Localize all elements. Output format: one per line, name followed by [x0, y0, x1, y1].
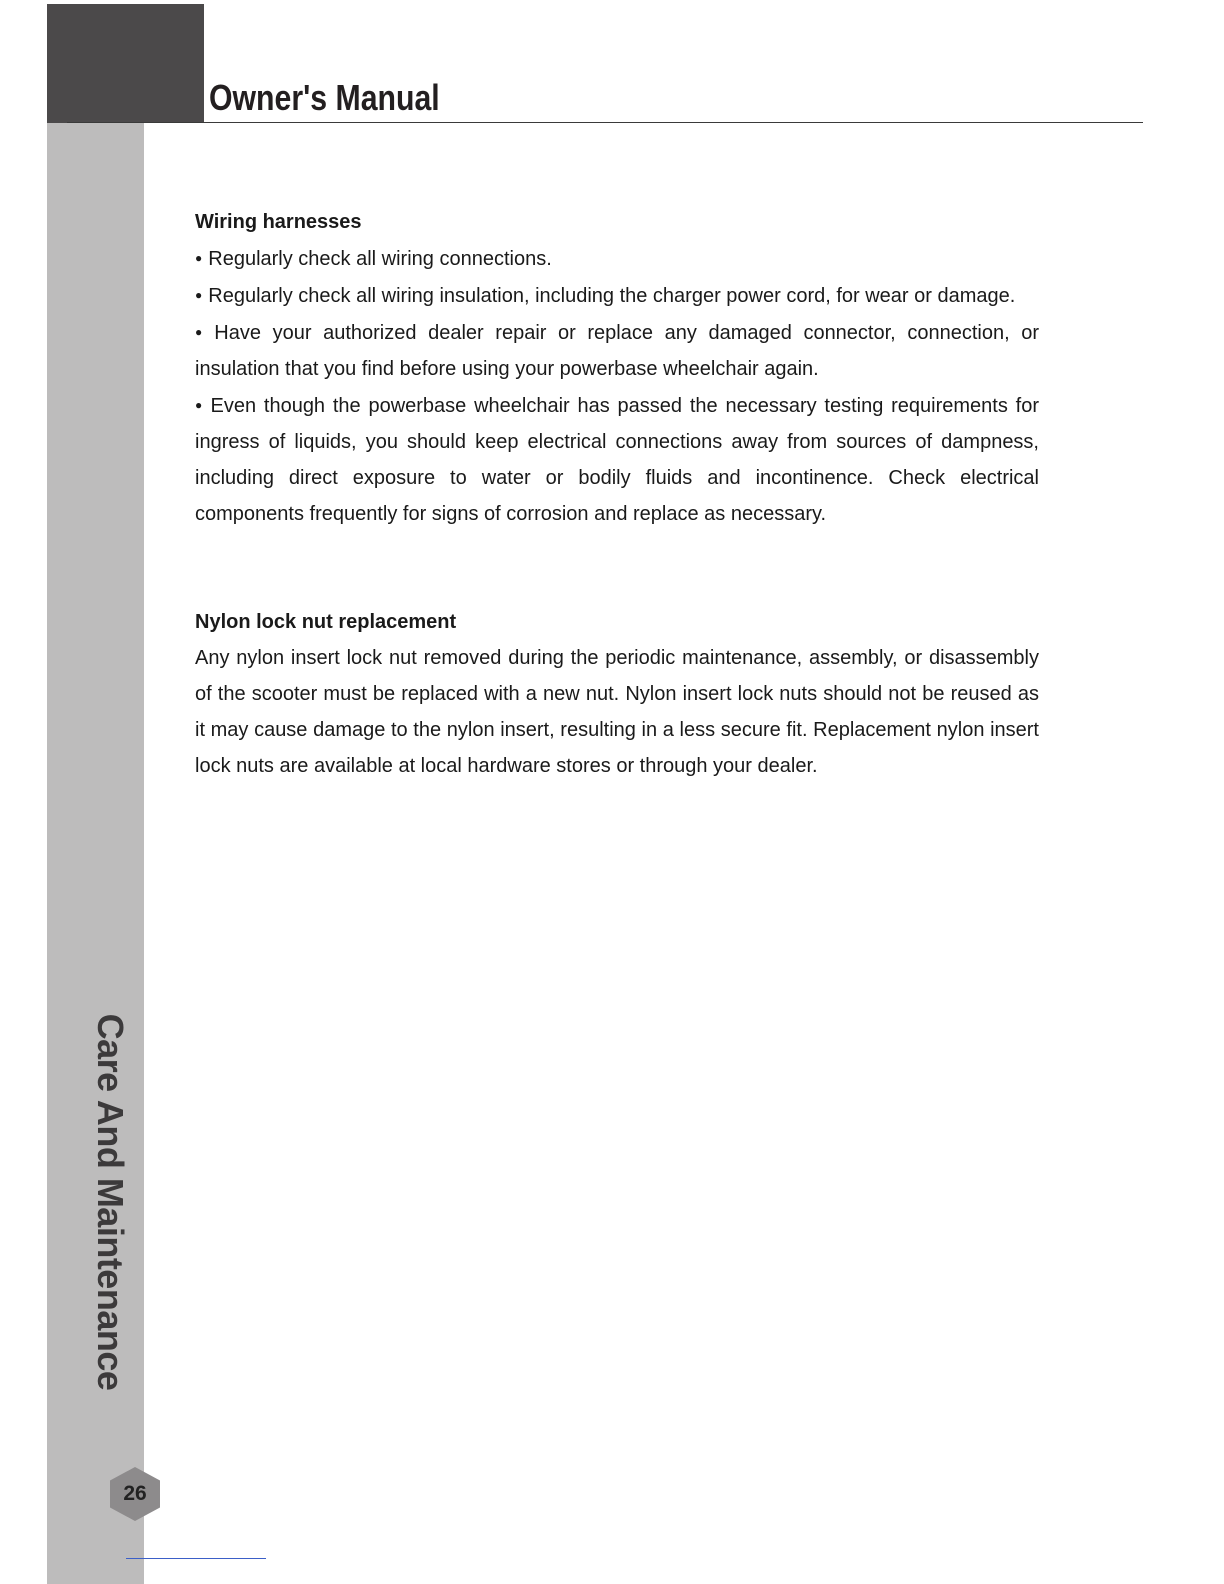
page-number: 26 [123, 1482, 147, 1505]
nylon-lock-nut-section [195, 604, 1039, 784]
manual-title: Owner's Manual [209, 77, 440, 118]
header-divider [67, 122, 1143, 123]
bullet-item: ● Even though the powerbase wheelchair has passed the necessary testing requirements for ingress of liquids, you should keep electrical connections away from sources of dampness, including direct exposure to water or bodily fluids and incontinence. Check electrical components frequently for signs of corrosion and replace as necessary. [195, 387, 1039, 532]
section-heading: Wiring harnesses [195, 211, 362, 233]
page-badge [110, 1467, 160, 1521]
section-heading: Nylon lock nut replacement [195, 611, 457, 633]
footer-link-underline [126, 1558, 266, 1559]
section-label: Care And Maintenance [90, 1013, 131, 1391]
header-block [47, 4, 204, 123]
bullet-item: ● Regularly check all wiring connections. [195, 240, 1039, 277]
bullet-item: ● Regularly check all wiring insulation, including the charger power cord, for wear or damage. [195, 277, 1039, 314]
body-paragraph: Any nylon insert lock nut removed during the periodic maintenance, assembly, or disassembly of the scooter must be replaced with a new nut. Nylon insert lock nuts should not be reused as it may cause damage to the nylon insert, resulting in a less secure fit. Replacement nylon insert lock nuts are available at local hardware stores or through your dealer. [195, 647, 1039, 777]
wiring-harnesses-section [195, 204, 1039, 532]
content-area [195, 204, 1039, 784]
section-spacer [195, 532, 1039, 604]
bullet-item: ● Have your authorized dealer repair or replace any damaged connector, connection, or insulation that you find before using your powerbase wheelchair again. [195, 314, 1039, 387]
